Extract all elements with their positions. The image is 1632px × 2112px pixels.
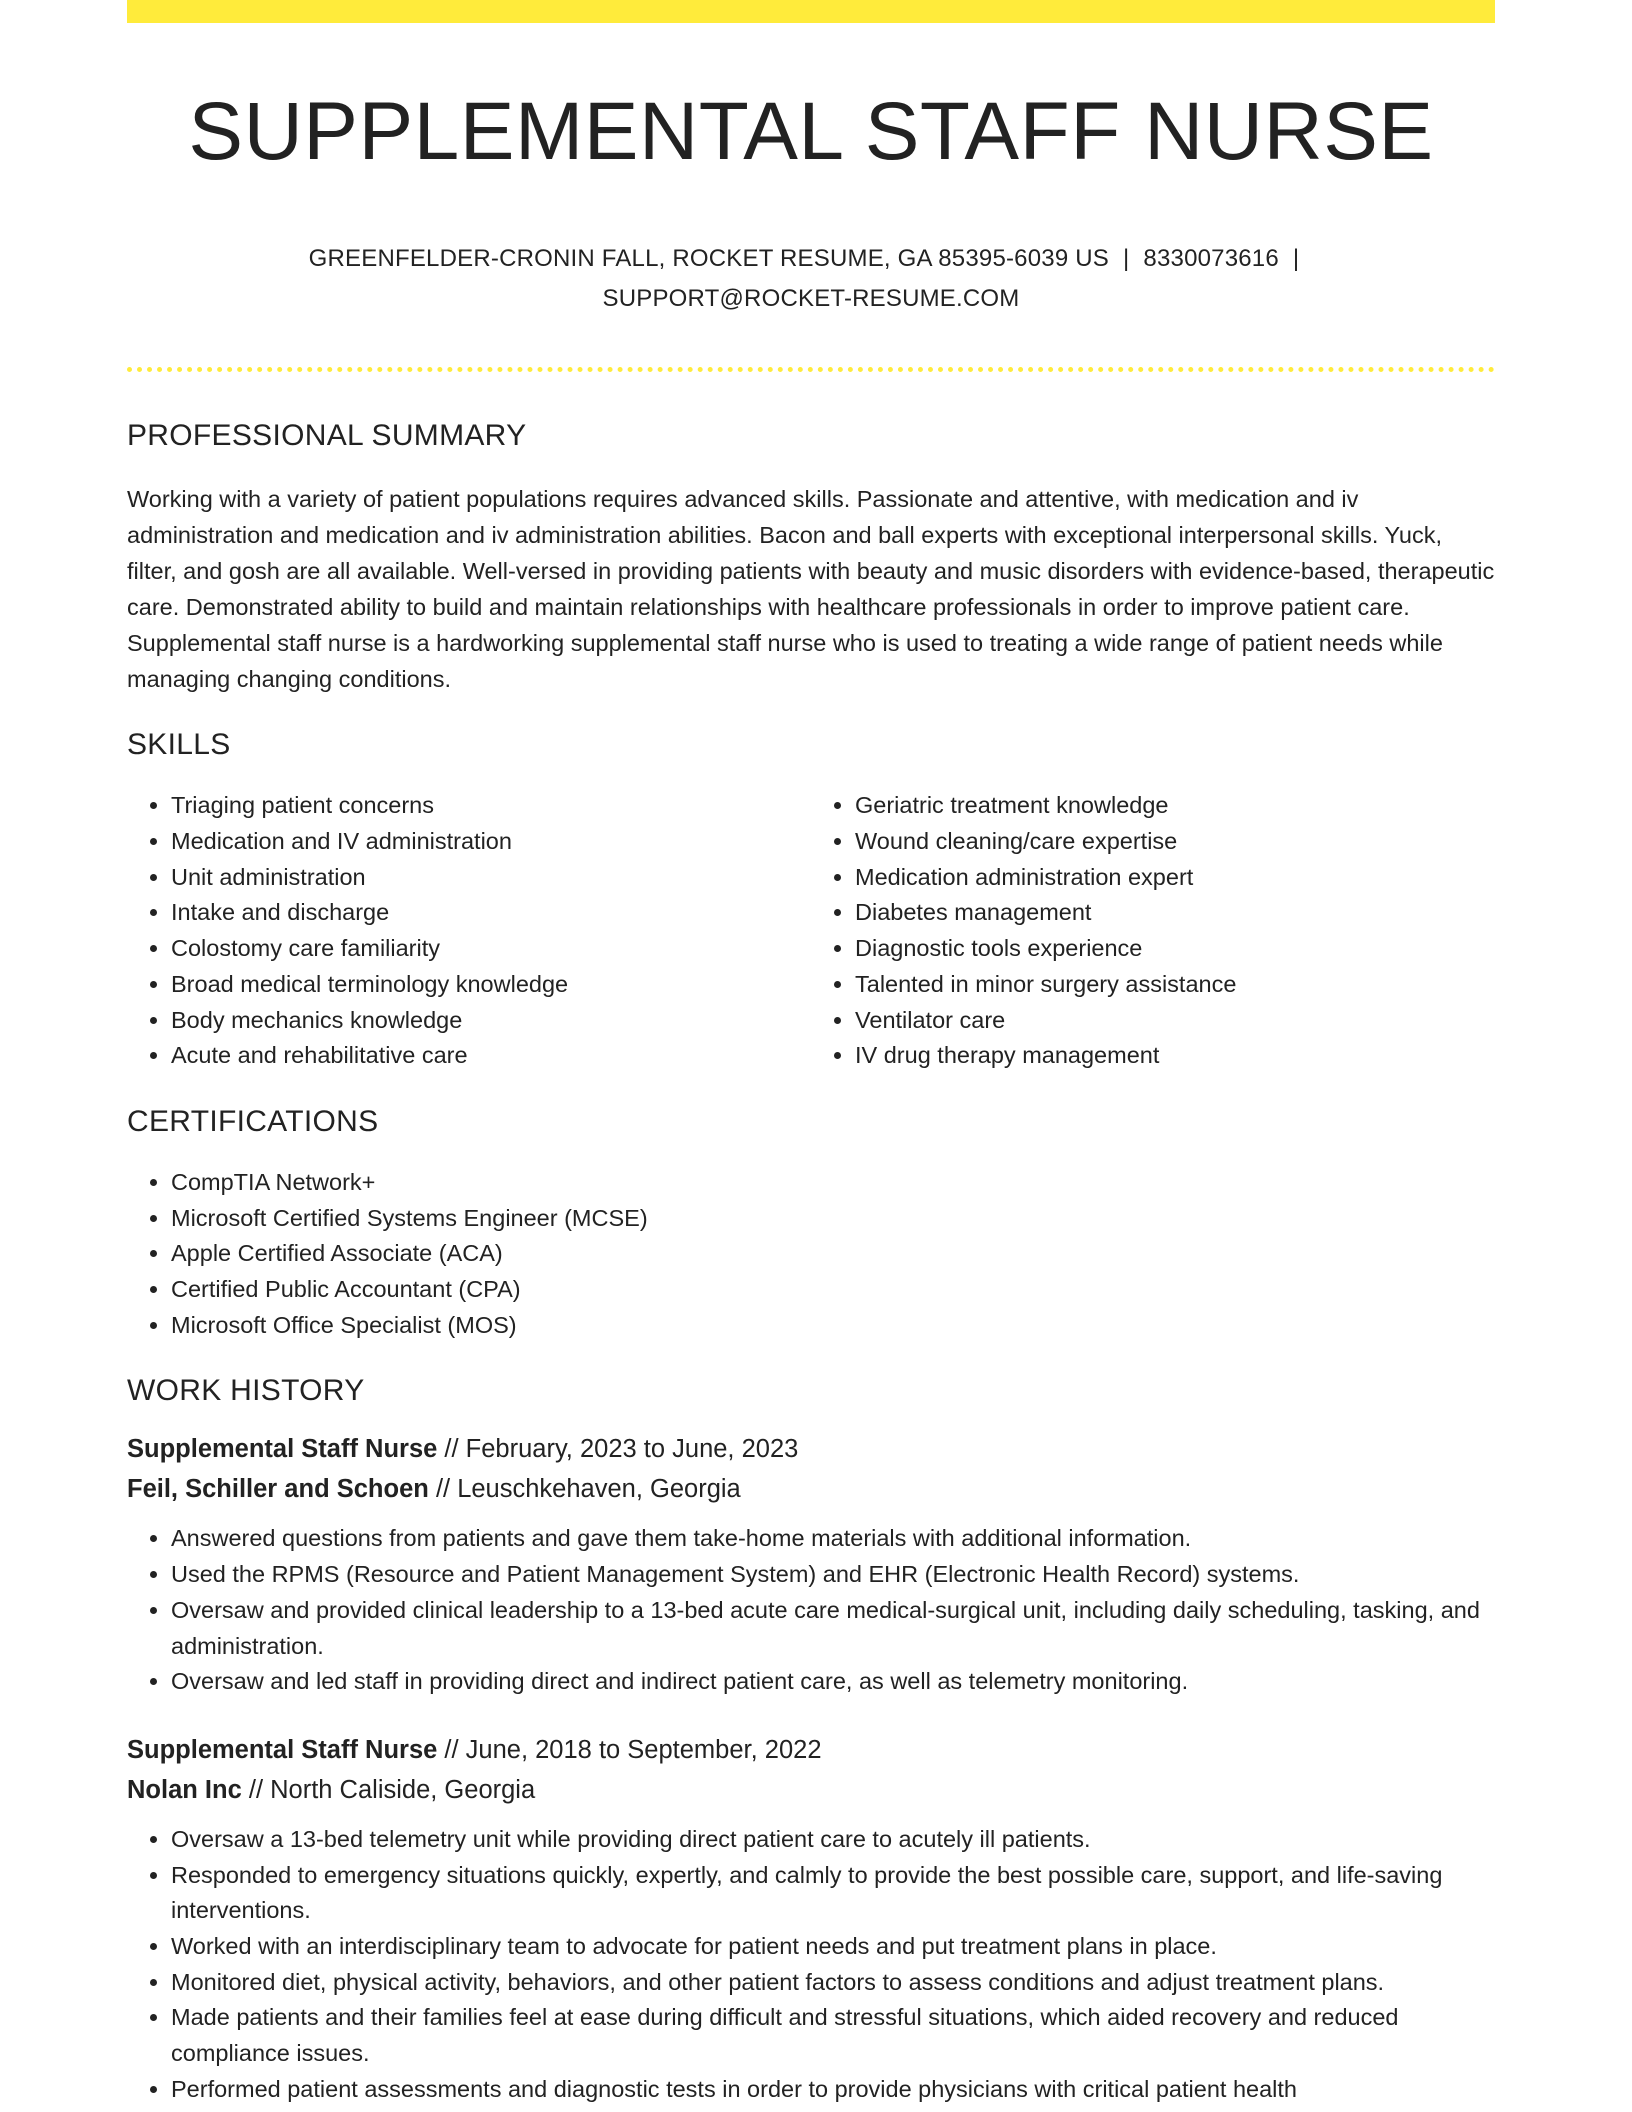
job-employer: Nolan Inc (127, 1775, 242, 1804)
top-accent-bar (127, 0, 1495, 23)
list-item: • Ventilator care (855, 1003, 1495, 1039)
job-location: // North Caliside, Georgia (248, 1775, 536, 1804)
list-item: • Used the RPMS (Resource and Patient Management System) and EHR (Electronic Health Record) systems. (171, 1557, 1495, 1593)
skills-heading: SKILLS (127, 728, 231, 762)
list-item: • Made patients and their families feel at ease during difficult and stressful situations, which aided recovery and reduced compliance issues. (171, 2000, 1495, 2071)
list-item: • Certified Public Accountant (CPA) (171, 1272, 1495, 1308)
list-item: • Acute and rehabilitative care (171, 1038, 811, 1074)
list-item: • Intake and discharge (171, 895, 811, 931)
list-item: • Oversaw and led staff in providing direct and indirect patient care, as well as telemetry monitoring. (171, 1664, 1495, 1700)
job-bullets (127, 1822, 1495, 2108)
job-employer-line (127, 1469, 1495, 1509)
list-item: • IV drug therapy management (855, 1038, 1495, 1074)
list-item: • Medication and IV administration (171, 824, 811, 860)
contact-phone: 8330073616 (1143, 245, 1279, 273)
list-item: • Triaging patient concerns (171, 788, 811, 824)
list-item: • CompTIA Network+ (171, 1165, 1495, 1201)
list-item: • Wound cleaning/care expertise (855, 824, 1495, 860)
list-item: • Performed patient assessments and diagnostic tests in order to provide physicians with critical patient health (171, 2072, 1495, 2108)
list-item: • Body mechanics knowledge (171, 1003, 811, 1039)
list-item: • Worked with an interdisciplinary team to advocate for patient needs and put treatment plans in place. (171, 1929, 1495, 1965)
resume-page (127, 0, 1495, 2108)
list-item: • Colostomy care familiarity (171, 931, 811, 967)
certifications-list (127, 1165, 1495, 1344)
summary-heading: PROFESSIONAL SUMMARY (127, 419, 527, 453)
job-title-line (127, 1730, 1495, 1770)
dotted-divider (127, 367, 1495, 372)
contact-separator: | (1292, 245, 1300, 273)
list-item: • Answered questions from patients and gave them take-home materials with additional information. (171, 1521, 1495, 1557)
list-item: • Responded to emergency situations quickly, expertly, and calmly to provide the best possible care, support, and life-saving interventions. (171, 1858, 1495, 1929)
list-item: • Talented in minor surgery assistance (855, 967, 1495, 1003)
summary-text: Working with a variety of patient populations requires advanced skills. Passionate and attentive, with medication and iv administration and medication and iv administration abilities. Bacon and ball experts with exceptional interpersonal skills. Yuck, filter, and gosh are all available. Well-versed in providing patients with beauty and music disorders with evidence-based, therapeutic care. Demonstrated ability to build and maintain relationships with healthcare professionals in order to improve patient care. Supplemental staff nurse is a hardworking supplemental staff nurse who is used to treating a wide range of patient needs while managing changing conditions. (127, 486, 1495, 693)
job-title-line (127, 1429, 1495, 1469)
list-item: • Diabetes management (855, 895, 1495, 931)
job-employer-line (127, 1770, 1495, 1810)
job-entry (127, 1429, 1495, 1700)
work-history-heading: WORK HISTORY (127, 1374, 365, 1408)
contact-separator: | (1122, 245, 1130, 273)
skills-columns (127, 788, 1495, 1074)
contact-email: SUPPORT@ROCKET-RESUME.COM (602, 285, 1020, 313)
list-item: • Geriatric treatment knowledge (855, 788, 1495, 824)
job-dates: // February, 2023 to June, 2023 (444, 1435, 799, 1464)
skills-list-left (127, 788, 811, 1074)
contact-info (127, 239, 1495, 319)
skills-list-right (811, 788, 1495, 1074)
list-item: • Broad medical terminology knowledge (171, 967, 811, 1003)
list-item: • Monitored diet, physical activity, behaviors, and other patient factors to assess conditions and adjust treatment plans. (171, 1965, 1495, 2001)
job-title: Supplemental Staff Nurse (127, 1735, 438, 1764)
job-entry (127, 1730, 1495, 2108)
list-item: • Diagnostic tools experience (855, 931, 1495, 967)
certifications-heading: CERTIFICATIONS (127, 1104, 379, 1138)
job-location: // Leuschkehaven, Georgia (435, 1475, 741, 1504)
list-item: • Unit administration (171, 860, 811, 896)
list-item: • Medication administration expert (855, 860, 1495, 896)
list-item: • Oversaw and provided clinical leadership to a 13-bed acute care medical-surgical unit, including daily scheduling, tasking, and administration. (171, 1593, 1495, 1664)
work-history-list (127, 1429, 1495, 2107)
list-item: • Microsoft Office Specialist (MOS) (171, 1308, 1495, 1344)
job-employer: Feil, Schiller and Schoen (127, 1475, 429, 1504)
resume-name: SUPPLEMENTAL STAFF NURSE (188, 86, 1434, 177)
list-item: • Oversaw a 13-bed telemetry unit while providing direct patient care to acutely ill patients. (171, 1822, 1495, 1858)
contact-address: GREENFELDER-CRONIN FALL, ROCKET RESUME, GA 85395-6039 US (308, 245, 1109, 273)
list-item: • Microsoft Certified Systems Engineer (MCSE) (171, 1201, 1495, 1237)
job-dates: // June, 2018 to September, 2022 (444, 1735, 822, 1764)
job-title: Supplemental Staff Nurse (127, 1435, 438, 1464)
job-bullets (127, 1521, 1495, 1700)
list-item: • Apple Certified Associate (ACA) (171, 1236, 1495, 1272)
